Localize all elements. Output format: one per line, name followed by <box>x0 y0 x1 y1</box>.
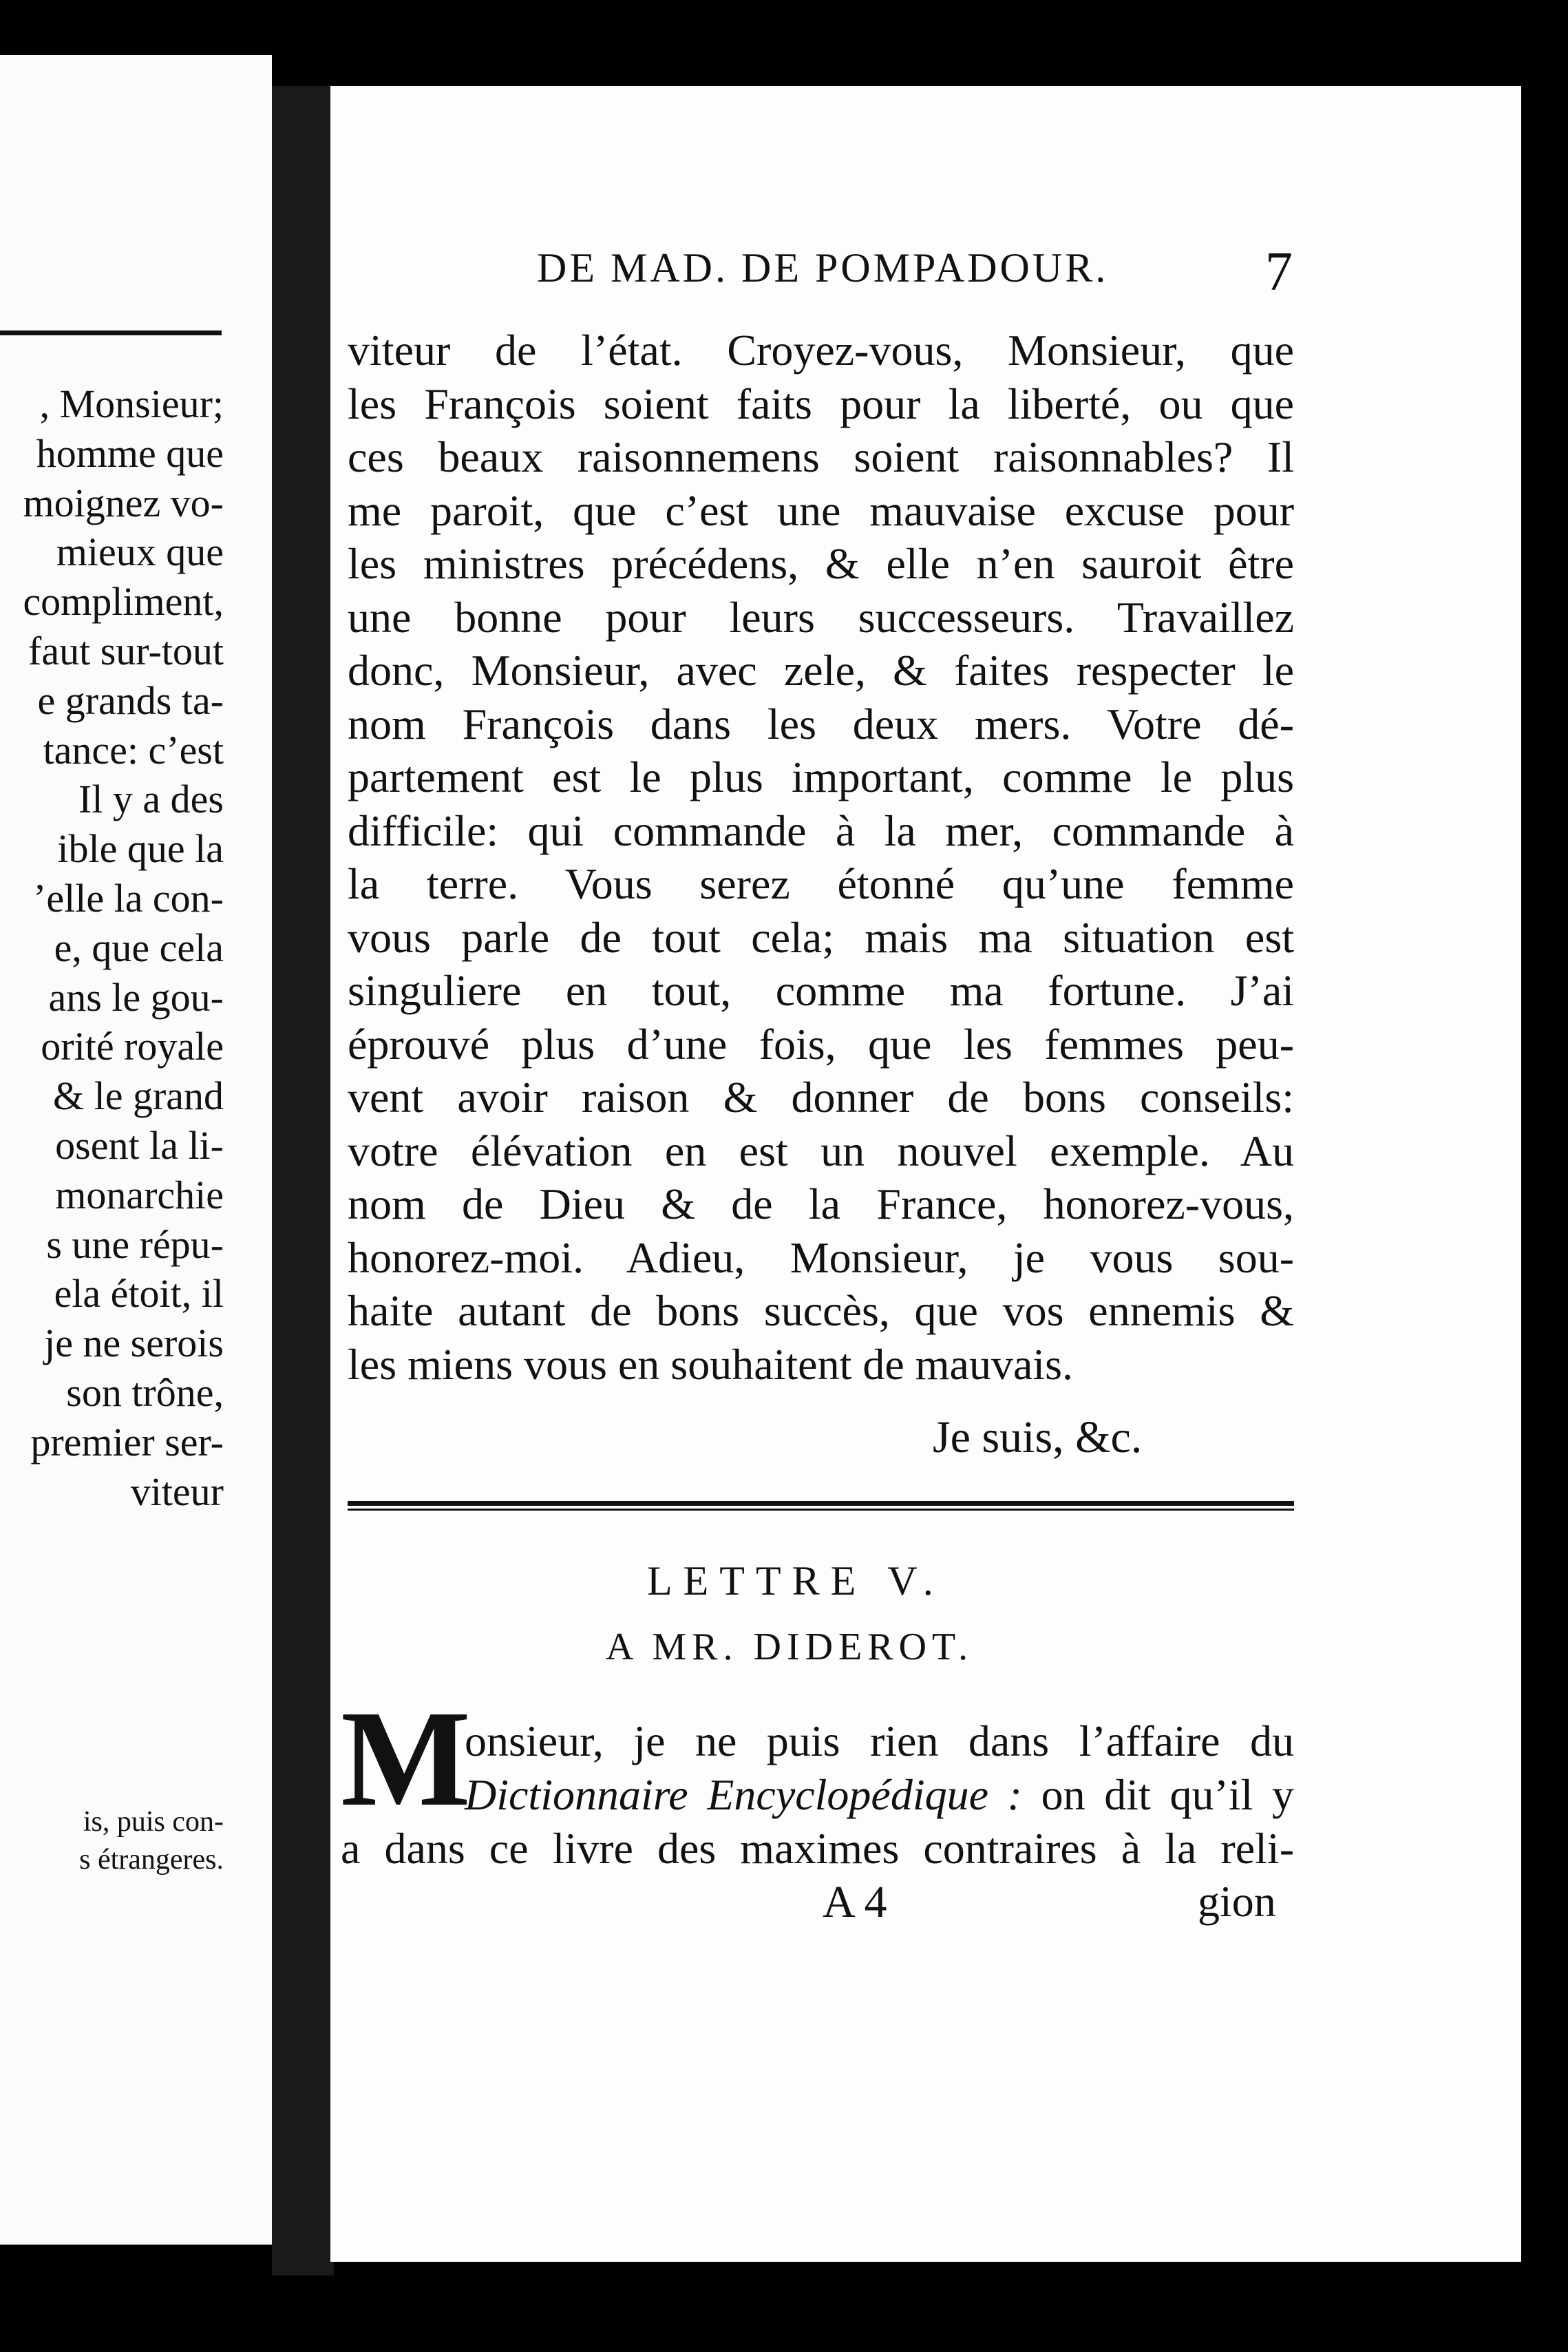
text-line: les miens vous en souhaitent de mauvais. <box>348 1339 1074 1389</box>
left-text-line: monarchie <box>55 1172 224 1217</box>
letter-addressee: A MR. DIDEROT. <box>606 1626 974 1668</box>
left-text-line: homme que <box>36 430 224 476</box>
left-text-line: osent la li- <box>55 1123 224 1168</box>
left-footnote-line: s étrangeres. <box>79 1844 224 1876</box>
text-line: singuliere en tout, comme ma fortune. J’ai <box>348 966 1294 1015</box>
left-text-line: moignez vo- <box>23 480 224 525</box>
left-text-line: ela étoit, il <box>54 1271 224 1316</box>
text-line: vent avoir raison & donner de bons conseils: <box>348 1073 1294 1122</box>
left-text-line: ’elle la con- <box>33 876 224 921</box>
left-text-line: je ne serois <box>44 1321 224 1366</box>
text-line: viteur de l’état. Croyez-vous, Monsieur, que <box>348 326 1294 375</box>
left-text-line: compliment, <box>23 579 224 624</box>
left-text-line: ans le gou- <box>48 974 224 1020</box>
text-line: difficile: qui commande à la mer, commande à <box>348 806 1294 855</box>
text-line: partement est le plus important, comme le plus <box>348 753 1294 801</box>
text-line: ces beaux raisonnemens soient raisonnables? Il <box>348 432 1294 481</box>
letter-v-text <box>341 1714 1294 1876</box>
text-line: honorez-moi. Adieu, Monsieur, je vous sou- <box>348 1232 1294 1282</box>
previous-page <box>0 55 272 2245</box>
left-text-line: faut sur-tout <box>28 629 224 673</box>
book-title: Dictionnaire Encyclopédique : <box>465 1770 1022 1819</box>
letter-title: LETTRE V. <box>647 1558 944 1604</box>
left-text-line: e, que cela <box>54 925 224 970</box>
left-text-line: orité royale <box>41 1024 224 1069</box>
text-line: vous parle de tout cela; mais ma situation est <box>348 912 1294 962</box>
running-head: DE MAD. DE POMPADOUR. <box>537 245 1109 291</box>
letter-line <box>341 1768 1294 1822</box>
text-line: une bonne pour leurs successeurs. Travaillez <box>348 592 1294 642</box>
drop-cap: M <box>341 1683 471 1835</box>
letter-body-text <box>348 324 1294 1391</box>
letter-line: onsieur, je ne puis rien dans l’affaire du <box>465 1716 1294 1765</box>
text-line: donc, Monsieur, avec zele, & faites respecter le <box>348 646 1294 695</box>
left-text-line: viteur <box>130 1469 224 1514</box>
book-gutter <box>272 86 334 2276</box>
left-page-rule <box>0 330 222 335</box>
left-text-line: Il y a des <box>78 777 224 822</box>
text-line: haite autant de bons succès, que vos ennemis & <box>348 1286 1294 1335</box>
text-line: les François soient faits pour la liberté, ou que <box>348 379 1294 428</box>
text-line: nom François dans les deux mers. Votre dé- <box>348 699 1294 748</box>
signature-mark: A 4 <box>823 1877 887 1927</box>
left-text-line: e grands ta- <box>37 678 224 723</box>
page-number: 7 <box>1265 242 1293 302</box>
left-text-line: mieux que <box>56 529 224 575</box>
letter-closing: Je suis, &c. <box>933 1412 1143 1462</box>
text-line: éprouvé plus d’une fois, que les femmes peu- <box>348 1019 1294 1069</box>
text-line: la terre. Vous serez étonné qu’une femme <box>348 859 1294 908</box>
text-line: nom de Dieu & de la France, honorez-vous, <box>348 1179 1294 1228</box>
left-footnote-line: is, puis con- <box>83 1806 224 1838</box>
text-line: votre élévation en est un nouvel exemple. Au <box>348 1126 1294 1175</box>
left-text-line: s une répu- <box>46 1221 224 1267</box>
left-text-line: ible que la <box>57 826 224 872</box>
text-line: me paroit, que c’est une mauvaise excuse pour <box>348 485 1294 535</box>
left-text-line: tance: c’est <box>43 727 224 773</box>
letter-line: a dans ce livre des maximes contraires à la reli- <box>341 1824 1294 1873</box>
left-text-line: & le grand <box>52 1073 224 1119</box>
letter-line-rest: on dit qu’il y <box>1021 1770 1295 1819</box>
left-text-line: premier ser- <box>30 1419 224 1464</box>
left-text-line: son trône, <box>66 1370 224 1415</box>
catchword: gion <box>1198 1877 1276 1926</box>
left-text-line: , Monsieur; <box>39 381 224 426</box>
text-line: les ministres précédens, & elle n’en sauroit être <box>348 539 1294 588</box>
section-rule <box>348 1501 1294 1511</box>
